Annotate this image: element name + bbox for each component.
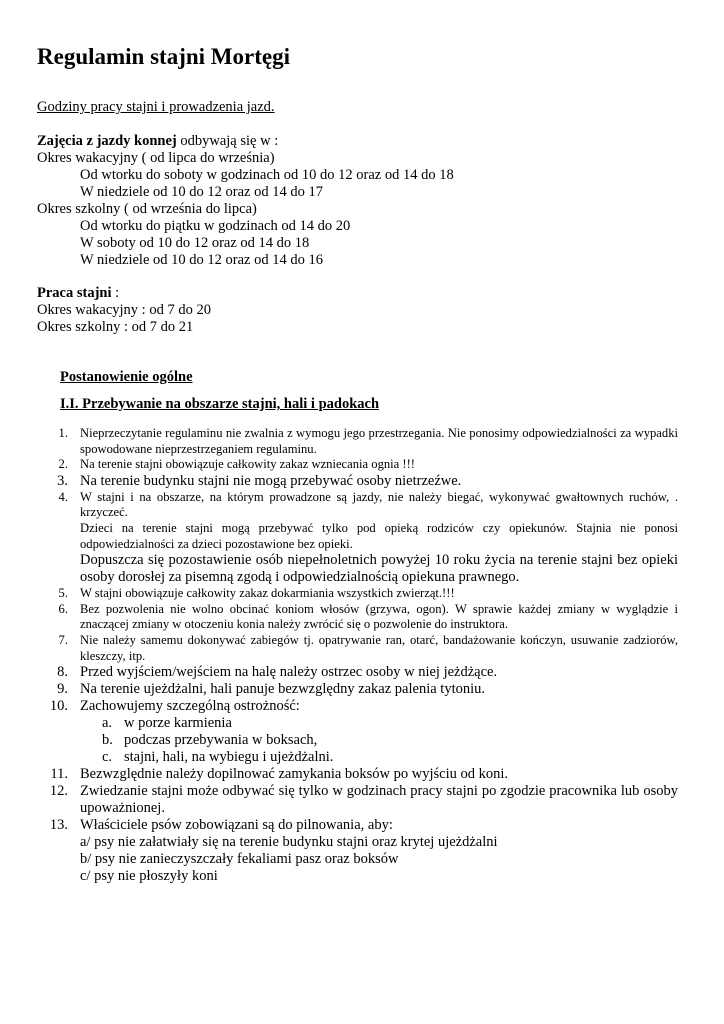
lessons-school: Okres szkolny ( od września do lipca) [37, 201, 257, 217]
rule-number: 11. [50, 766, 68, 783]
general-heading: Postanowienie ogólne [60, 369, 193, 385]
list-item [38, 664, 678, 681]
stable-work-label-bold: Praca stajni [37, 285, 112, 301]
rule-text: Na terenie budynku stajni nie mogą przebywać osoby nietrzeźwe. [80, 472, 462, 489]
rule-text: Zachowujemy szczególną ostrożność: [80, 698, 300, 715]
stable-work-label [37, 285, 119, 302]
rule-number: 3. [57, 472, 68, 489]
sub-text: stajni, hali, na wybiegu i ujeżdżalni. [124, 749, 334, 766]
rule-number: 12. [49, 783, 68, 800]
rules-list [38, 426, 678, 885]
section1-heading: I.I. Przebywanie na obszarze stajni, hali i padokach [60, 396, 380, 412]
lessons-school-line: Od wtorku do piątku w godzinach od 14 do 20 [80, 218, 351, 234]
list-item [38, 490, 678, 586]
lessons-school-line: W soboty od 10 do 12 oraz od 14 do 18 [80, 235, 310, 251]
sub-text: w porze karmienia [124, 715, 232, 732]
rule-text: Właściciele psów zobowiązani są do pilnowania, aby: [80, 817, 393, 834]
list-item [38, 633, 678, 664]
sub-item [38, 715, 678, 732]
list-item [38, 586, 678, 602]
rule-text: Dzieci na terenie stajni mogą przebywać tylko pod opieką rodziców czy opiekunów. Stajnia nie ponosi odpowiedzialności za dzieci pozostawione bez opieki. [80, 520, 678, 551]
sub-letter: a. [102, 715, 113, 732]
lessons-summer: Okres wakacyjny ( od lipca do września) [37, 150, 275, 166]
dog-rule-item [38, 868, 678, 885]
sub-letter: b. [102, 732, 113, 749]
dog-rule-text: a/ psy nie załatwiały się na terenie budynku stajni oraz krytej ujeżdżalni [80, 834, 498, 851]
rule-text: Nieprzeczytanie regulaminu nie zwalnia z wymogu jego przestrzegania. Nie ponosimy odpowiedzialności za wypadki spowodowane nieprzestrzeganiem regulaminu. [80, 426, 678, 456]
lessons-school-line: W niedziele od 10 do 12 oraz od 14 do 16 [80, 252, 323, 268]
list-item [38, 426, 678, 457]
list-item [38, 817, 678, 834]
dog-rule-item [38, 834, 678, 851]
rule-text: Na terenie stajni obowiązuje całkowity zakaz wzniecania ognia !!! [80, 457, 415, 472]
rule-number: 7. [58, 632, 68, 647]
list-item [38, 602, 678, 633]
sub-letter: c. [102, 749, 113, 766]
list-item [38, 766, 678, 783]
rule-text: W stajni obowiązuje całkowity zakaz dokarmiania wszystkich zwierząt.!!! [80, 586, 455, 601]
rule-number: 13. [49, 817, 68, 834]
hours-heading: Godziny pracy stajni i prowadzenia jazd. [37, 99, 275, 115]
rule-text: Dopuszcza się pozostawienie osób niepełnoletnich powyżej 10 roku życia na terenie stajni bez opieki osoby dorosłej za pisemną zgodą i odpowiedzialnością opiekuna prawnego. [80, 552, 678, 586]
rule-number: 9. [57, 681, 68, 698]
rule-number: 2. [58, 457, 68, 472]
rule-number: 8. [57, 664, 68, 681]
page-title: Regulamin stajni Mortęgi [37, 44, 290, 69]
dog-rule-text: b/ psy nie zanieczyszczały fekaliami pasz oraz boksów [80, 851, 399, 868]
rule-text: Bez pozwolenia nie wolno obcinać koniom włosów (grzywa, ogon). W sprawie każdej zmiany w wyglądzie i znaczącej zmiany w otoczeniu konia należy zwrócić się o pozwolenie do instruktora. [80, 601, 678, 632]
rule-number: 10. [49, 698, 68, 715]
list-item [38, 473, 678, 490]
sub-text: podczas przebywania w boksach, [124, 732, 318, 749]
rule-text: Nie należy samemu dokonywać zabiegów tj. opatrywanie ran, otarć, bandażowanie kończyn, usuwanie zadziorów, kleszczy, itp. [80, 632, 678, 663]
rule-number: 6. [58, 601, 68, 616]
list-item [38, 681, 678, 698]
lessons-label-bold: Zajęcia z jazdy konnej [37, 133, 177, 149]
rule-number: 1. [58, 426, 68, 440]
dog-rule-text: c/ psy nie płoszyły koni [80, 868, 218, 885]
lessons-summer-line: Od wtorku do soboty w godzinach od 10 do 12 oraz od 14 do 18 [80, 167, 454, 183]
stable-work-school: Okres szkolny : od 7 do 21 [37, 319, 194, 335]
rule-text: Bezwzględnie należy dopilnować zamykania boksów po wyjściu od koni. [80, 766, 509, 783]
lessons-label-rest: odbywają się w : [176, 133, 279, 149]
list-item [38, 457, 678, 473]
sub-item [38, 732, 678, 749]
rule-number: 4. [58, 489, 68, 504]
lessons-label [37, 133, 278, 150]
sub-item [38, 749, 678, 766]
rule-text: Przed wyjściem/wejściem na halę należy ostrzec osoby w niej jeżdżące. [80, 664, 498, 681]
stable-work-summer: Okres wakacyjny : od 7 do 20 [37, 302, 211, 318]
list-item [38, 698, 678, 715]
rule-text: Zwiedzanie stajni może odbywać się tylko w godzinach pracy stajni po zgodzie pracownika lub osoby upoważnionej. [80, 783, 678, 817]
rule-number: 5. [58, 586, 68, 601]
dog-rule-item [38, 851, 678, 868]
rule-text: Na terenie ujeżdżalni, hali panuje bezwzględny zakaz palenia tytoniu. [80, 681, 486, 698]
rule-text: W stajni i na obszarze, na którym prowadzone są jazdy, nie należy biegać, wykonywać gwałtownych ruchów, . krzyczeć. [80, 489, 678, 520]
lessons-summer-line: W niedziele od 10 do 12 oraz od 14 do 17 [80, 184, 323, 200]
list-item [38, 783, 678, 817]
stable-work-label-rest: : [111, 285, 120, 301]
